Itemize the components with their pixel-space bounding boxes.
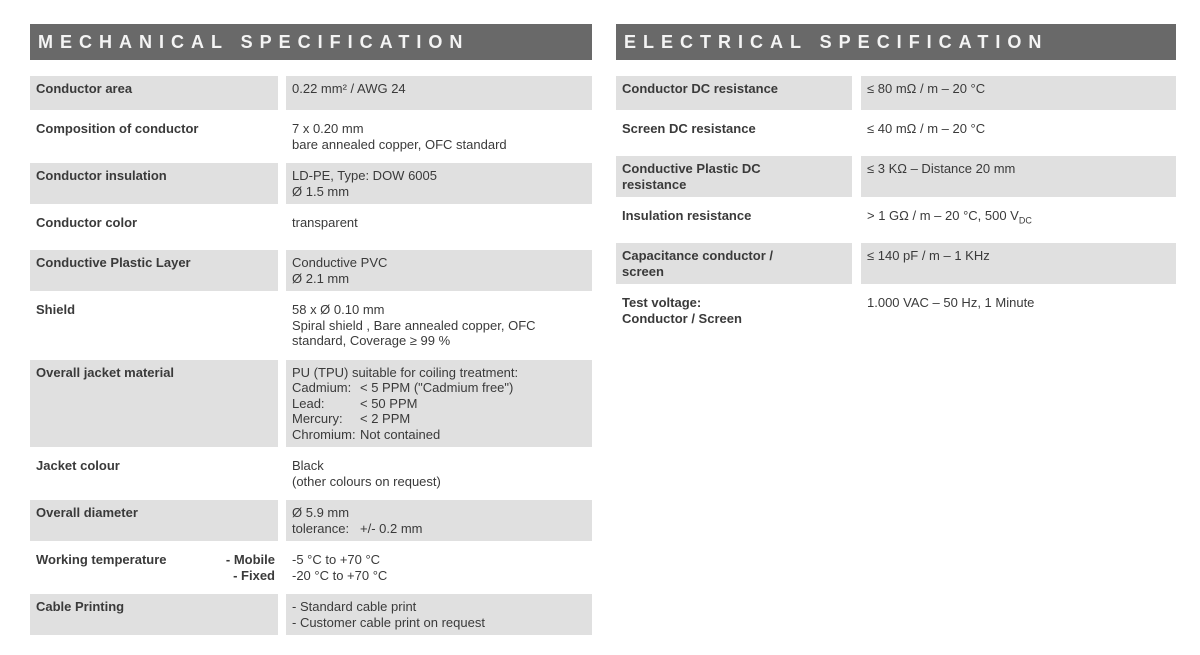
spec-row-label — [30, 116, 278, 157]
spec-row-label — [30, 594, 278, 635]
column-gap — [278, 500, 286, 541]
spec-row-value — [861, 156, 1176, 197]
spec-row-label — [616, 116, 852, 150]
spec-row-label — [616, 290, 852, 331]
column-gap — [278, 453, 286, 494]
column-gap — [852, 116, 861, 150]
mechanical-spec-rows — [30, 76, 592, 635]
spec-value-line: tolerance: +/- 0.2 mm — [292, 520, 423, 536]
spec-value-line: standard, Coverage ≥ 99 % — [292, 333, 451, 348]
column-gap — [278, 76, 286, 110]
spec-value-line: Spiral shield , Bare annealed copper, OFC — [292, 317, 536, 333]
spec-row — [616, 116, 1176, 150]
spec-label-line: Working temperature - Mobile — [36, 552, 275, 567]
spec-label-line: Conductive Plastic DC — [622, 161, 761, 176]
spec-value-line: Ø 1.5 mm — [292, 183, 350, 199]
spec-row — [30, 453, 592, 494]
spec-row-value — [861, 76, 1176, 110]
spec-value-line: - Standard cable print — [292, 599, 417, 614]
spec-value-line: ≤ 80 mΩ / m – 20 °C — [867, 81, 986, 96]
spec-row-label — [30, 500, 278, 541]
spec-label-line: Insulation resistance — [622, 208, 752, 223]
spec-label-line: Cable Printing — [36, 599, 125, 614]
spec-label-line: Conductor area — [36, 81, 133, 96]
spec-row — [30, 76, 592, 110]
spec-row-label — [616, 243, 852, 284]
spec-value-line: 0.22 mm² / AWG 24 — [292, 81, 406, 96]
spec-value-line: -20 °C to +70 °C — [292, 567, 388, 583]
spec-label-line: Jacket colour — [36, 458, 120, 473]
spec-value-line: Black — [292, 458, 324, 473]
spec-row-value — [286, 453, 592, 494]
spec-label-line: Conductor DC resistance — [622, 81, 779, 96]
spec-label-line: Screen DC resistance — [622, 121, 756, 136]
electrical-spec-rows — [616, 76, 1176, 331]
spec-row-value — [286, 210, 592, 244]
spec-row — [30, 500, 592, 541]
mechanical-specification-table — [30, 24, 592, 641]
section-title-mechanical: MECHANICAL SPECIFICATION — [38, 31, 470, 52]
spec-value-line: > 1 GΩ / m – 20 °C, 500 $V_{DC}$ — [867, 208, 1032, 226]
spec-value-line: ≤ 3 KΩ – Distance 20 mm — [867, 161, 1016, 176]
column-gap — [852, 203, 861, 237]
spec-label-line: screen — [622, 263, 664, 279]
spec-value-line: - Customer cable print on request — [292, 614, 485, 630]
spec-row-label — [30, 297, 278, 354]
spec-value-line: 7 x 0.20 mm — [292, 121, 364, 136]
spec-row-label — [616, 76, 852, 110]
spec-value-line: Ø 5.9 mm — [292, 505, 350, 520]
electrical-specification-table — [616, 24, 1176, 641]
spec-row — [616, 156, 1176, 197]
spec-row-label — [30, 76, 278, 110]
spec-row-value — [286, 76, 592, 110]
spec-value-line: Mercury: < 2 PPM — [292, 411, 411, 426]
spec-label-line: Overall diameter — [36, 505, 138, 520]
section-title-electrical: ELECTRICAL SPECIFICATION — [624, 31, 1049, 52]
spec-row — [30, 297, 592, 354]
column-gap — [852, 243, 861, 284]
spec-row-label — [616, 203, 852, 237]
spec-row-label — [30, 250, 278, 291]
spec-row — [30, 360, 592, 448]
spec-label-line: Conductor insulation — [36, 168, 167, 183]
spec-row — [616, 243, 1176, 284]
spec-row-value — [286, 297, 592, 354]
spec-row — [616, 203, 1176, 237]
spec-row-value — [286, 500, 592, 541]
spec-row — [616, 76, 1176, 110]
spec-row-label — [30, 163, 278, 204]
spec-row — [30, 116, 592, 157]
spec-row-label — [616, 156, 852, 197]
column-gap — [278, 594, 286, 635]
column-gap — [278, 163, 286, 204]
spec-value-line: 58 x Ø 0.10 mm — [292, 302, 385, 317]
spec-row — [30, 163, 592, 204]
spec-row-value — [286, 547, 592, 588]
spec-value-line: bare annealed copper, OFC standard — [292, 136, 507, 152]
spec-row-value — [286, 360, 592, 448]
spec-row-label — [30, 360, 278, 448]
spec-row-label — [30, 547, 278, 588]
spec-value-line: 1.000 VAC – 50 Hz, 1 Minute — [867, 295, 1035, 310]
spec-row-value — [861, 243, 1176, 284]
spec-label-line: Composition of conductor — [36, 121, 199, 136]
column-gap — [852, 290, 861, 331]
spec-label-line: Conductor color — [36, 215, 138, 230]
spec-row-value — [286, 163, 592, 204]
section-header-mechanical — [30, 24, 592, 60]
spec-label-line: Conductive Plastic Layer — [36, 255, 191, 270]
spec-label-line: Overall jacket material — [36, 364, 175, 380]
spec-value-line: Lead: < 50 PPM — [292, 395, 418, 411]
spec-value-line: transparent — [292, 215, 358, 230]
spec-value-line: ≤ 140 pF / m – 1 KHz — [867, 248, 990, 263]
spec-value-line: Conductive PVC — [292, 255, 388, 270]
spec-row-value — [286, 250, 592, 291]
spec-row — [30, 250, 592, 291]
spec-value-line: Ø 2.1 mm — [292, 270, 350, 286]
spec-label-line: Shield — [36, 302, 76, 317]
spec-row-value — [286, 116, 592, 157]
column-gap — [852, 156, 861, 197]
spec-row-label — [30, 453, 278, 494]
spec-row — [30, 210, 592, 244]
spec-value-line: PU (TPU) suitable for coiling treatment: — [292, 364, 519, 380]
spec-label-line: Capacitance conductor / — [622, 248, 773, 263]
section-header-electrical — [616, 24, 1176, 60]
column-gap — [278, 360, 286, 448]
spec-value-line: LD-PE, Type: DOW 6005 — [292, 168, 437, 183]
spec-value-line: Cadmium: < 5 PPM ("Cadmium free") — [292, 380, 514, 395]
spec-label-line: resistance — [622, 176, 687, 192]
spec-row — [616, 290, 1176, 331]
spec-value-line: Chromium: Not contained — [292, 426, 441, 442]
spec-label-line: Test voltage: — [622, 295, 702, 310]
spec-row — [30, 547, 592, 588]
spec-value-line: -5 °C to +70 °C — [292, 552, 381, 567]
spec-label-line: - Fixed — [233, 567, 275, 583]
column-gap — [278, 210, 286, 244]
column-gap — [852, 76, 861, 110]
column-gap — [278, 297, 286, 354]
column-gap — [278, 250, 286, 291]
spec-value-line: ≤ 40 mΩ / m – 20 °C — [867, 121, 986, 136]
spec-label-line: Conductor / Screen — [622, 310, 742, 326]
spec-row-value — [861, 116, 1176, 150]
spec-row — [30, 594, 592, 635]
spec-row-value — [861, 290, 1176, 331]
spec-row-label — [30, 210, 278, 244]
spec-row-value — [861, 203, 1176, 237]
spec-value-line: (other colours on request) — [292, 473, 441, 489]
column-gap — [278, 547, 286, 588]
spec-row-value — [286, 594, 592, 635]
column-gap — [278, 116, 286, 157]
